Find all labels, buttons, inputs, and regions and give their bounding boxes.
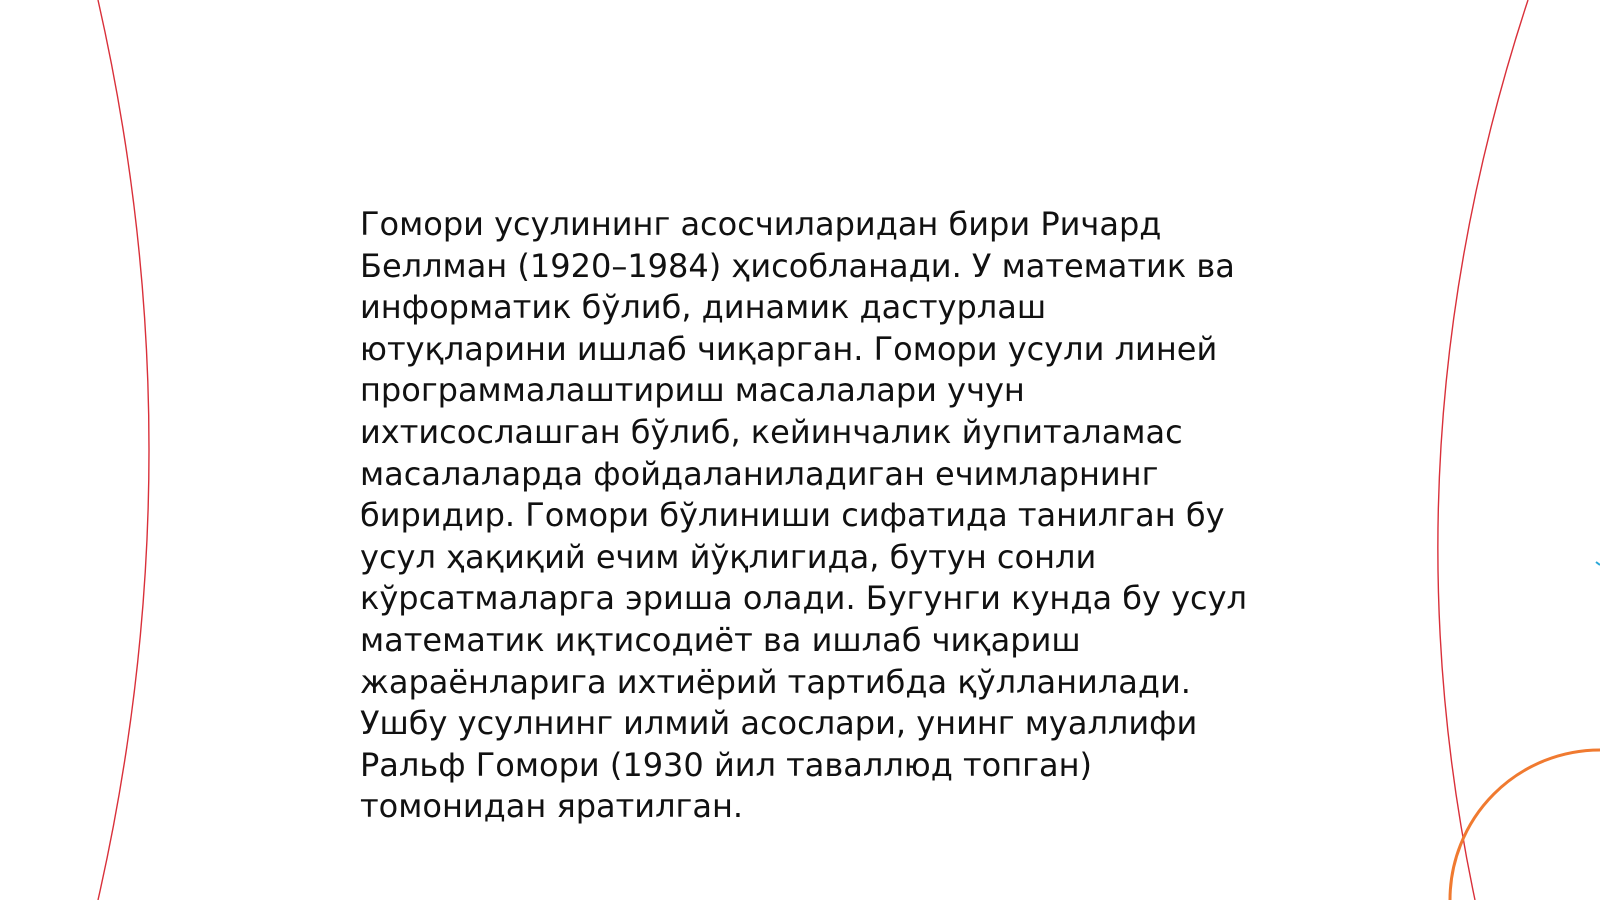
body-line: усул ҳақиқий ечим йўқлигида, бутун сонли bbox=[360, 537, 1097, 576]
body-line: Беллман (1920–1984) ҳисобланади. У математик ва bbox=[360, 246, 1235, 285]
body-line: информатик бўлиб, динамик дастурлаш bbox=[360, 288, 1047, 327]
right-red-curve bbox=[1438, 0, 1528, 900]
body-line: жараёнларига ихтиёрий тартибда қўлланилади. bbox=[360, 662, 1191, 701]
body-line: ютуқларини ишлаб чиқарган. Гомори усули линей bbox=[360, 329, 1218, 368]
body-line: кўрсатмаларга эриша олади. Бугунги кунда бу усул bbox=[360, 579, 1247, 618]
left-red-curve bbox=[98, 0, 149, 900]
body-paragraph bbox=[360, 204, 1247, 828]
body-line: масалаларда фойдаланиладиган ечимларнинг bbox=[360, 454, 1159, 493]
orange-circle bbox=[1450, 750, 1600, 900]
body-line: программалаштириш масалалари учун bbox=[360, 371, 1025, 410]
body-line: Гомори усулининг асосчиларидан бири Ричард bbox=[360, 205, 1162, 243]
body-line: математик иқтисодиёт ва ишлаб чиқариш bbox=[360, 620, 1081, 659]
body-line: биридир. Гомори бўлиниши сифатида танилган бу bbox=[360, 496, 1225, 535]
body-line: Ральф Гомори (1930 йил таваллюд топган) bbox=[360, 745, 1092, 784]
body-line: ихтисослашган бўлиб, кейинчалик йупиталамас bbox=[360, 412, 1183, 451]
body-line: томонидан яратилган. bbox=[360, 787, 744, 826]
blue-tick-mark bbox=[1596, 562, 1600, 565]
body-line: Ушбу усулнинг илмий асослари, унинг муаллифи bbox=[360, 704, 1198, 743]
